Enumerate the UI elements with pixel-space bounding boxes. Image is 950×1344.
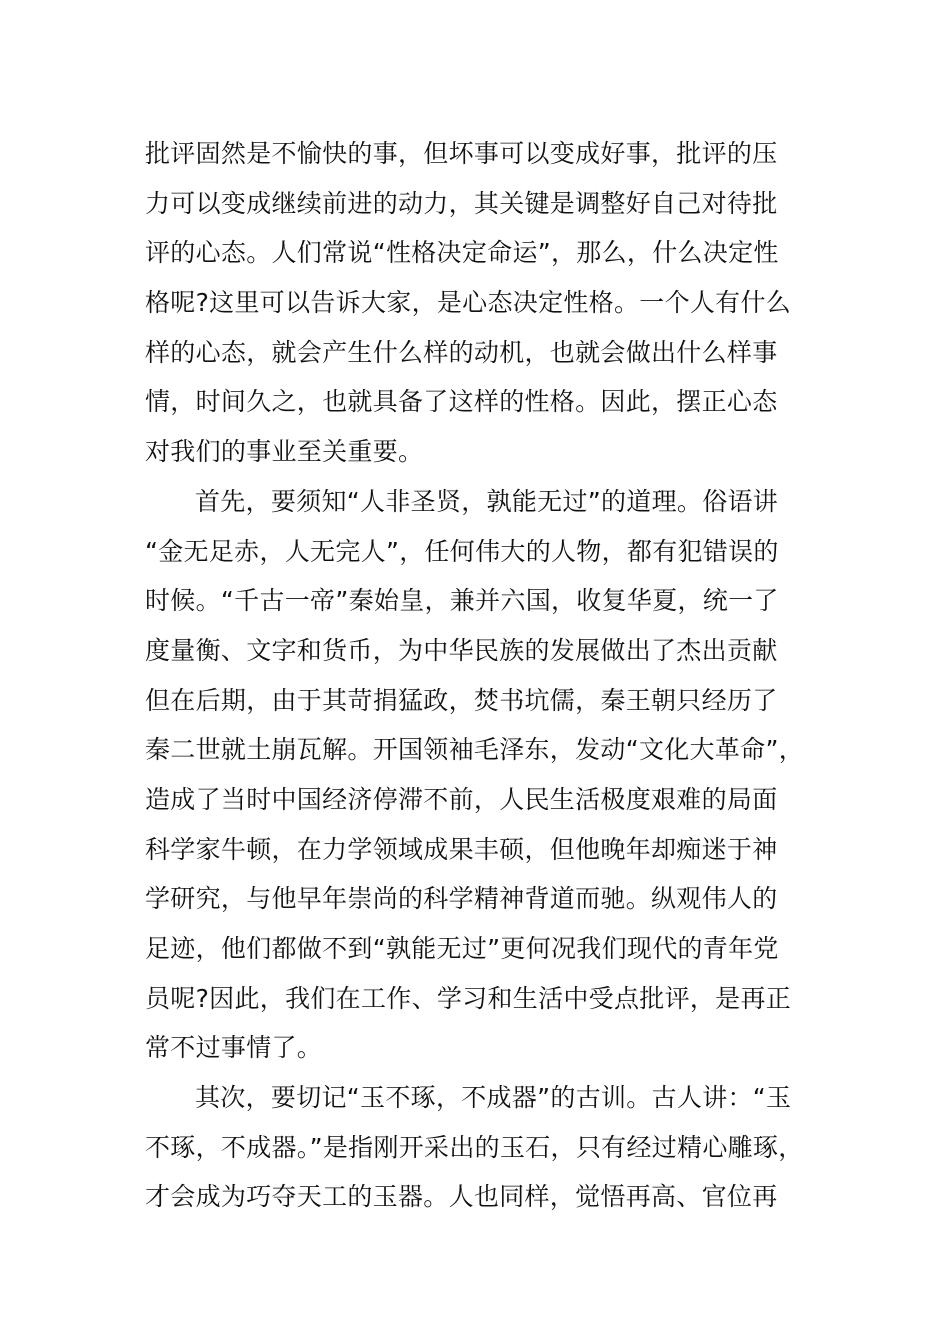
text-line: 度量衡、文字和货币，为中华民族的发展做出了杰出贡献 (145, 635, 778, 665)
text-line: 学研究，与他早年崇尚的科学精神背道而驰。纵观伟人的 (145, 884, 778, 914)
text-line: 才会成为巧夺天工的玉器。人也同样，觉悟再高、官位再 (145, 1182, 778, 1212)
text-line: 力可以变成继续前进的动力，其关键是调整好自己对待批 (145, 188, 778, 218)
text-line: 造成了当时中国经济停滞不前，人民生活极度艰难的局面 (145, 784, 778, 814)
text-line: 时候。“千古一帝”秦始皇，兼并六国，收复华夏，统一了 (145, 586, 779, 616)
text-line: 样的心态，就会产生什么样的动机，也就会做出什么样事 (145, 337, 778, 367)
text-line: “金无足赤，人无完人”，任何伟大的人物，都有犯错误的 (145, 536, 779, 566)
document-body (145, 129, 815, 1222)
text-line: 足迹，他们都做不到“孰能无过”更何况我们现代的青年党 (145, 934, 779, 963)
text-line: 员呢?因此，我们在工作、学习和生活中受点批评，是再正 (145, 983, 792, 1013)
text-line: 但在后期，由于其苛捐猛政，焚书坑儒，秦王朝只经历了 (145, 685, 778, 715)
text-line: 科学家牛顿，在力学领域成果丰硕，但他晚年却痴迷于神 (145, 834, 778, 864)
text-line: 秦二世就土崩瓦解。开国领袖毛泽东，发动“文化大革命”， (145, 735, 805, 765)
text-line: 评的心态。人们常说“性格决定命运”，那么，什么决定性 (145, 238, 779, 268)
text-line: 不琢，不成器。”是指刚开采出的玉石，只有经过精心雕琢， (145, 1132, 804, 1162)
text-line: 格呢?这里可以告诉大家，是心态决定性格。一个人有什么 (145, 288, 792, 318)
paragraph-start-line: 其次，要切记“玉不琢，不成器”的古训。古人讲：“玉 (195, 1083, 792, 1113)
text-line: 常不过事情了。 (145, 1033, 323, 1063)
text-line: 对我们的事业至关重要。 (145, 437, 424, 467)
text-line: 情，时间久之，也就具备了这样的性格。因此，摆正心态 (145, 387, 778, 417)
paragraph-start-line: 首先，要须知“人非圣贤，孰能无过”的道理。俗语讲 (195, 486, 779, 516)
text-line: 批评固然是不愉快的事，但坏事可以变成好事，批评的压 (145, 139, 778, 168)
